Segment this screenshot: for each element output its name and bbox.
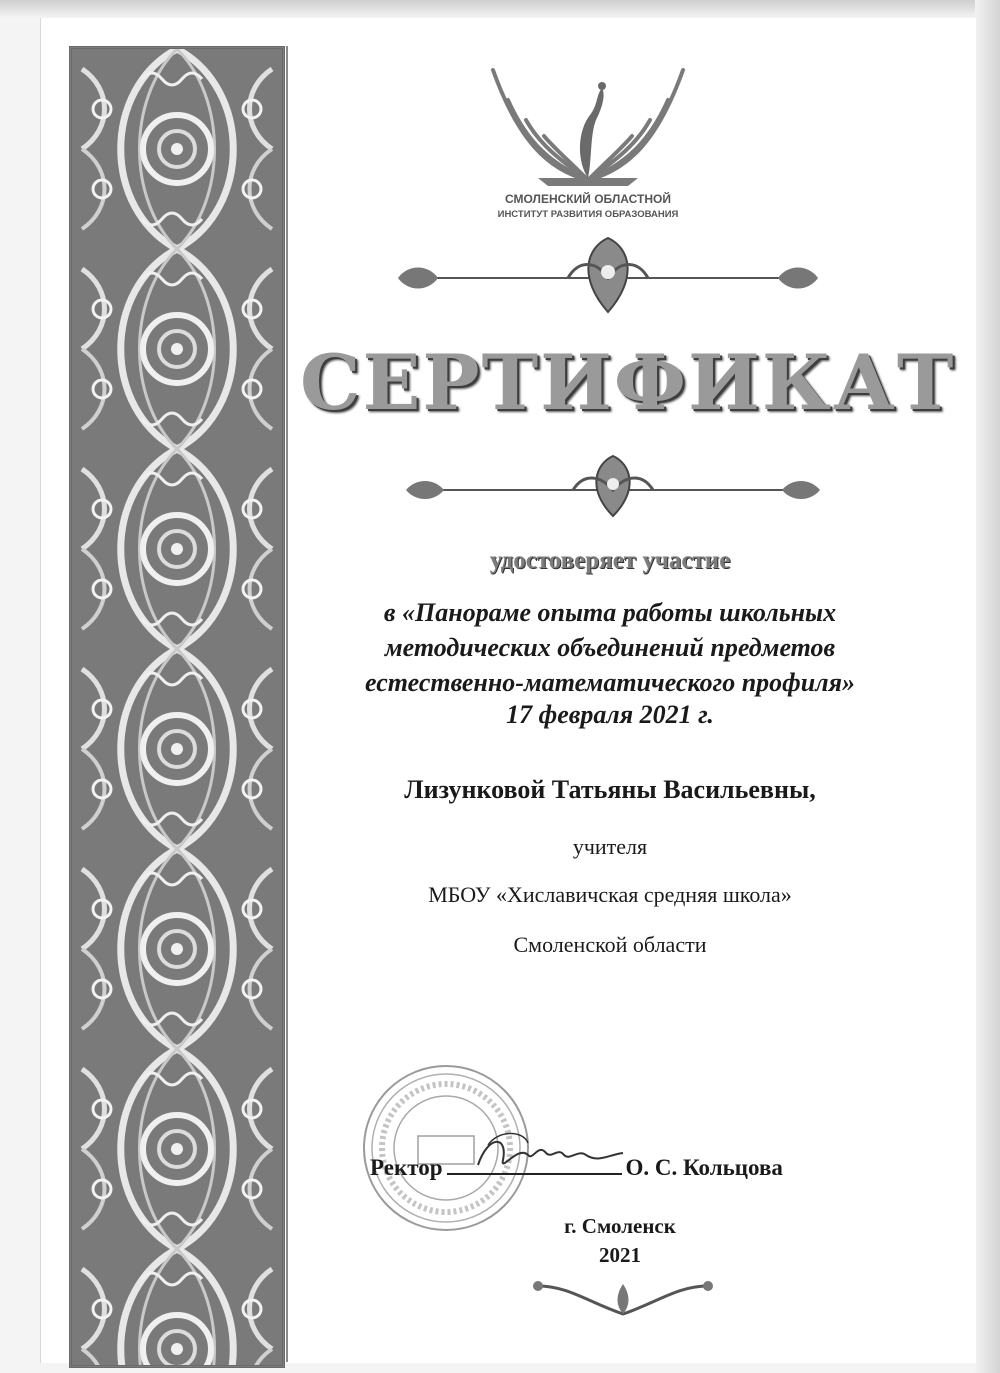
certificate-title: СЕРТИФИКАТ (300, 338, 956, 427)
ornamental-border (69, 46, 285, 1368)
recipient-name: Лизунковой Татьяны Васильевны, (404, 775, 816, 804)
certificate-subtitle: удостоверяет участие (489, 547, 731, 574)
middle-divider-ornament (398, 452, 828, 522)
event-line: в «Панораме опыта работы школьных (383, 598, 837, 627)
top-divider-ornament (388, 232, 828, 318)
institute-logo (478, 60, 698, 230)
phoenix-logo-icon (478, 60, 698, 190)
event-title (300, 595, 920, 700)
recipient-region: Смоленской области (513, 932, 707, 957)
signature-row (370, 1153, 840, 1181)
event-line: естественно-математического профиля» (365, 668, 855, 697)
border-rule (286, 46, 288, 1362)
signer-position: Ректор (370, 1155, 443, 1180)
logo-title: СМОЛЕНСКИЙ ОБЛАСТНОЙ (505, 192, 671, 206)
recipient-role: учителя (572, 834, 648, 859)
issue-city: г. Смоленск (564, 1214, 676, 1238)
logo-subtitle: ИНСТИТУТ РАЗВИТИЯ ОБРАЗОВАНИЯ (497, 209, 679, 220)
bottom-ornament (528, 1272, 718, 1322)
signature-line (447, 1153, 622, 1175)
issue-year: 2021 (599, 1243, 641, 1267)
scan-edge (0, 0, 1000, 18)
event-line: методических объединений предметов (384, 633, 836, 662)
event-date: 17 февраля 2021 г. (506, 700, 714, 729)
recipient-school: МБОУ «Хиславичская средняя школа» (428, 882, 792, 907)
scan-edge-right (975, 0, 1000, 1373)
signer-name: О. С. Кольцова (625, 1155, 783, 1180)
